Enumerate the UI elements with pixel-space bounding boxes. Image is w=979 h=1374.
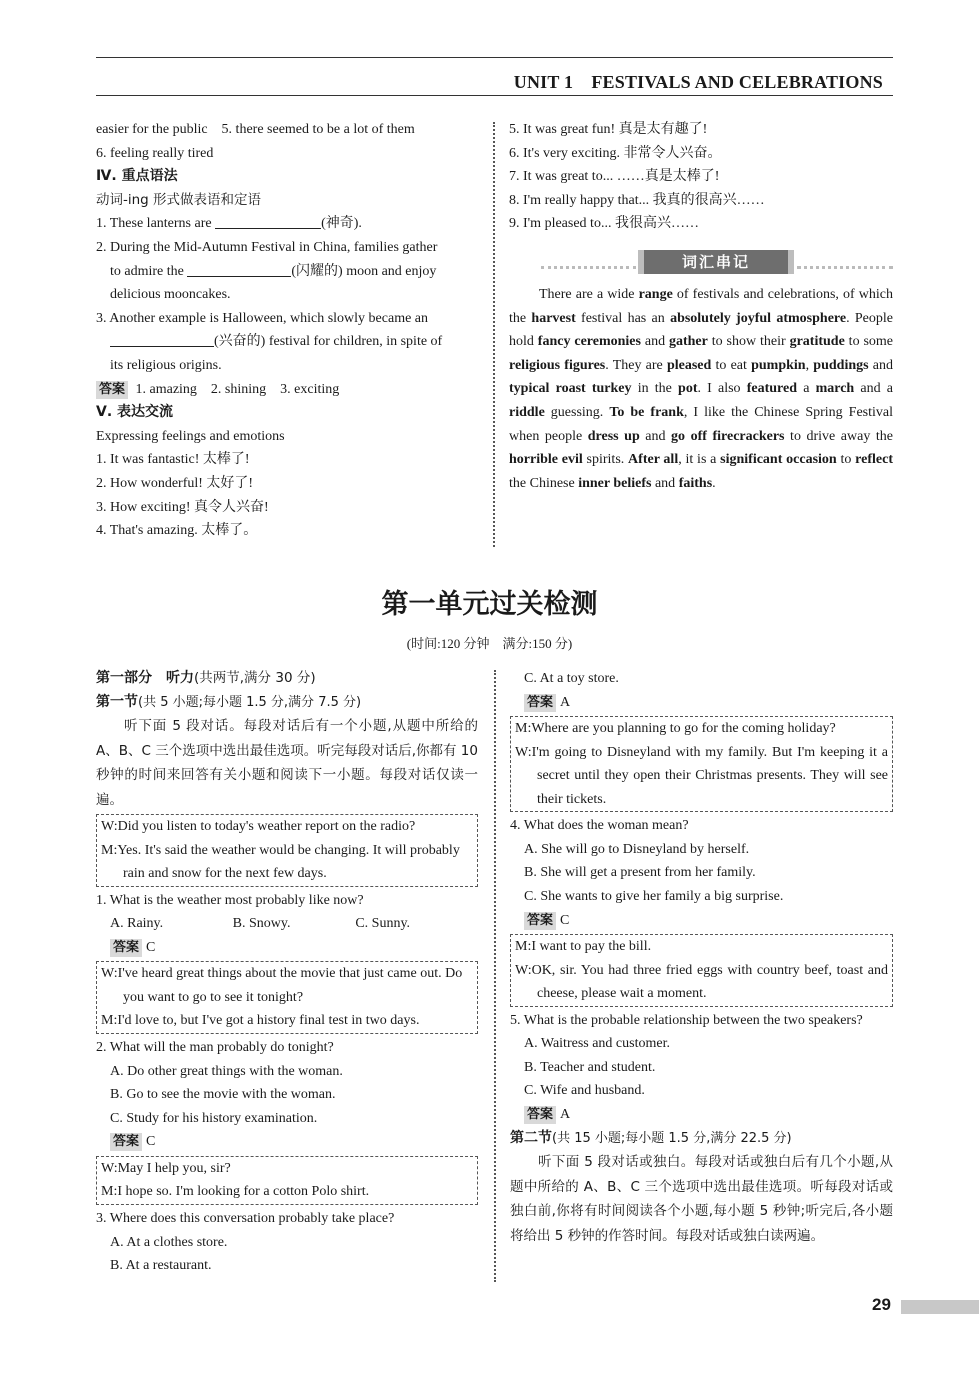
grammar-question-2-line1: 2. During the Mid-Autumn Festival in China, families gather <box>96 239 438 255</box>
q2-text-b: to admire the <box>110 263 184 279</box>
dialogue-1 <box>96 814 478 887</box>
answer-value: C <box>560 912 570 928</box>
grammar-question-3-line2 <box>96 330 480 354</box>
answer-label: 答案 <box>96 381 128 399</box>
answer-continuation-line: 6. feeling really tired <box>96 145 214 161</box>
option-c[interactable]: C. At a toy store. <box>524 671 619 686</box>
section-2-instructions: 听下面 5 段对话或独白。每段对话或独白后有几个小题,从题中所给的 A、B、C 三个选项中选出最佳选项。听每段对话或独白前,你将有时间阅读各个小题,每小题 5 秒钟;听完后,各小题将给出 5 秒钟的作答时间。每段对话或独白读两遍。 <box>510 1154 893 1244</box>
dialogue-line: M:I hope so. I'm looking for a cotton Polo shirt. <box>101 1184 370 1200</box>
grammar-question-2-line2 <box>96 260 480 284</box>
vocab-keyword: puddings <box>813 357 869 373</box>
section-1-note: (共 5 小题;每小题 1.5 分,满分 7.5 分) <box>138 694 362 710</box>
expression-item: 8. I'm really happy that... 我真的很高兴…… <box>509 192 765 208</box>
expression-item: 6. It's very exciting. 非常令人兴奋。 <box>509 145 722 161</box>
vocab-text: , it is a <box>678 452 721 468</box>
vocab-keyword: typical roast turkey <box>509 381 632 397</box>
q3-text-b: (兴奋的) festival for children, in spite of <box>214 334 443 350</box>
vocab-keyword: reflect <box>855 452 893 468</box>
answer-2 <box>96 1130 478 1154</box>
test-subtitle: (时间:120 分钟 满分:150 分) <box>406 636 573 651</box>
section-4-title: Ⅳ. 重点语法 <box>96 168 178 185</box>
answer-value: A <box>560 694 571 710</box>
top-left-column <box>96 118 480 543</box>
vocab-text: and <box>639 428 672 444</box>
vocab-keyword: fancy ceremonies <box>537 334 641 350</box>
page-number-bar <box>901 1300 979 1314</box>
vocab-text: a <box>797 381 816 397</box>
vocab-keyword: faiths <box>678 475 713 491</box>
dialogue-2 <box>96 961 478 1034</box>
vocab-keyword: inner beliefs <box>578 475 652 491</box>
dialogue-3 <box>96 1156 478 1205</box>
option-b[interactable]: B. Snowy. <box>232 916 291 932</box>
vocab-keyword: pleased <box>666 357 712 373</box>
grammar-question-3-line1: 3. Another example is Halloween, which slowly became an <box>96 310 429 326</box>
q2-blank[interactable] <box>187 263 291 277</box>
answer-4 <box>510 909 893 933</box>
vocab-text: . <box>712 475 716 491</box>
vocab-text: , <box>805 357 814 373</box>
unit-title: UNIT 1 FESTIVALS AND CELEBRATIONS <box>513 72 883 92</box>
vocab-keyword: range <box>638 287 673 302</box>
vocab-text: There are a wide <box>539 287 639 302</box>
answer-value: C <box>146 1134 156 1150</box>
expression-item: 1. It was fantastic! 太棒了! <box>96 452 250 468</box>
grammar-answer <box>96 378 480 402</box>
answer-label: 答案 <box>524 694 556 712</box>
vocab-text: to eat <box>711 357 752 373</box>
vocab-keyword: riddle <box>509 404 545 420</box>
option-a[interactable]: A. Rainy. <box>110 916 164 932</box>
page-number: 29 <box>872 1295 891 1314</box>
vocab-keyword: featured <box>746 381 798 397</box>
answer-3 <box>510 691 893 715</box>
section-1-instructions: 听下面 5 段对话。每段对话后有一个小题,从题中所给的 A、B、C 三个选项中选出最佳选项。听完每段对话后,你都有 10 秒钟的时间来回答有关小题和阅读下一小题。每段对话仅读一遍。 <box>96 718 478 808</box>
vocab-text: spirits. <box>582 452 629 468</box>
vocab-text: in the <box>631 381 679 397</box>
q1-blank[interactable] <box>215 215 321 229</box>
expression-item: 4. That's amazing. 太棒了。 <box>96 523 258 539</box>
section-1-heading <box>96 691 478 715</box>
dialogue-line: M:I'd love to, but I've got a history final test in two days. <box>101 1013 420 1029</box>
vocab-keyword: religious figures <box>509 357 606 373</box>
answer-value: A <box>560 1107 571 1123</box>
vocab-text: , I like the Chinese Spring Festival when people <box>509 404 894 444</box>
vocab-keyword: dress up <box>587 428 640 444</box>
dialogue-line: W:OK, sir. You had three fried eggs with country beef, toast and cheese, please wait a moment. <box>515 962 888 1002</box>
part-1-note: (共两节,满分 30 分) <box>194 670 316 686</box>
option-c[interactable]: C. Wife and husband. <box>524 1083 645 1099</box>
expression-item: 5. It was great fun! 真是太有趣了! <box>509 122 708 137</box>
question-5: 5. What is the probable relationship between the two speakers? <box>510 1012 863 1028</box>
dialogue-line: M:Yes. It's said the weather would be changing. It will probably rain and snow for the next few days. <box>101 842 460 882</box>
dialogue-line: W:I'm going to Disneyland with my family. But I'm keeping it a secret until they open their Christmas presents. They will see their tickets. <box>515 744 888 807</box>
bottom-left-column <box>96 667 478 1278</box>
section-5-subtitle: Expressing feelings and emotions <box>96 428 285 444</box>
vocab-keyword: pumpkin <box>751 357 806 373</box>
header-under-rule <box>96 95 893 96</box>
vocab-keyword: To be frank <box>609 404 684 420</box>
answer-continuation-line: easier for the public 5. there seemed to be a lot of them <box>96 122 415 137</box>
vocab-banner <box>541 250 893 274</box>
vocab-text: . I also <box>697 381 747 397</box>
header-top-rule <box>96 57 893 58</box>
option-b[interactable]: B. She will get a present from her family. <box>524 865 756 881</box>
vocab-text: to show their <box>707 334 790 350</box>
dialogue-line: W:Did you listen to today's weather report on the radio? <box>101 819 416 835</box>
vocab-keyword: pot <box>678 381 698 397</box>
vocab-keyword: horrible evil <box>509 452 583 468</box>
option-c[interactable]: C. Study for his history examination. <box>110 1110 318 1126</box>
q1-text-a: 1. These lanterns are <box>96 216 212 232</box>
answer-value: C <box>146 939 156 955</box>
part-1-title: 第一部分 听力 <box>96 670 194 686</box>
expression-item: 2. How wonderful! 太好了! <box>96 475 254 491</box>
option-b[interactable]: B. At a restaurant. <box>110 1258 212 1274</box>
answer-5 <box>510 1103 893 1127</box>
option-c[interactable]: C. Sunny. <box>355 916 411 932</box>
option-a[interactable]: A. Waitress and customer. <box>524 1036 670 1052</box>
option-c[interactable]: C. She wants to give her family a big surprise. <box>524 888 784 904</box>
answer-1 <box>96 936 478 960</box>
question-2: 2. What will the man probably do tonight? <box>96 1039 334 1055</box>
answer-label: 答案 <box>110 939 142 957</box>
top-right-column <box>509 118 893 236</box>
option-a[interactable]: A. Do other great things with the woman. <box>110 1063 343 1079</box>
answer-label: 答案 <box>110 1133 142 1151</box>
section-1-title: 第一节 <box>96 693 138 710</box>
section-2-heading <box>510 1127 893 1151</box>
dialogue-line: M:I want to pay the bill. <box>515 939 652 955</box>
vocab-keyword: gather <box>668 334 708 350</box>
answer-label: 答案 <box>524 912 556 930</box>
dialogue-line: M:Where are you planning to go for the coming holiday? <box>515 721 836 737</box>
vocab-text: to some <box>844 334 894 350</box>
option-a[interactable]: A. At a clothes store. <box>110 1234 228 1250</box>
banner-label: 词汇串记 <box>638 250 794 274</box>
expression-item: 7. It was great to... ……真是太棒了! <box>509 169 720 185</box>
column-divider-bottom <box>494 670 496 1282</box>
dialogue-line: W:May I help you, sir? <box>101 1160 231 1176</box>
grammar-question-1 <box>96 212 480 236</box>
vocab-text: and a <box>854 381 893 397</box>
dialogue-5 <box>510 934 893 1007</box>
vocab-text: guessing. <box>544 404 610 420</box>
expression-item: 3. How exciting! 真令人兴奋! <box>96 499 269 515</box>
vocab-text: to drive away the <box>784 428 893 444</box>
q2-text-c: (闪耀的) moon and enjoy <box>291 263 437 279</box>
vocab-keyword: harvest <box>531 310 576 326</box>
vocab-text: . People hold <box>509 310 894 350</box>
vocab-text: . They are <box>605 357 667 373</box>
vocab-keyword: march <box>815 381 855 397</box>
section-2-title: 第二节 <box>510 1129 552 1146</box>
option-a[interactable]: A. She will go to Disneyland by herself. <box>524 841 750 857</box>
banner-dots-left <box>541 266 636 269</box>
bottom-right-column <box>510 667 893 1248</box>
section-4-subtitle: 动词-ing 形式做表语和定语 <box>96 191 262 208</box>
vocab-keyword: absolutely joyful atmosphere <box>670 310 847 326</box>
question-1: 1. What is the weather most probably like now? <box>96 892 364 908</box>
answer-text: 1. amazing 2. shining 3. exciting <box>135 381 340 397</box>
vocab-text: the Chinese <box>509 475 579 491</box>
column-divider-top <box>493 122 495 547</box>
grammar-question-3-line3: its religious origins. <box>110 357 222 373</box>
q1-text-b: (神奇). <box>321 216 362 232</box>
part-1-heading <box>96 667 478 691</box>
section-2-note: (共 15 小题;每小题 1.5 分,满分 22.5 分) <box>552 1130 792 1146</box>
vocab-text: of festivals and celebrations, of which the <box>509 287 893 326</box>
vocab-text: festival has an <box>575 310 671 326</box>
dialogue-4 <box>510 716 893 812</box>
answer-label: 答案 <box>524 1106 556 1124</box>
vocab-text: and <box>640 334 669 350</box>
vocab-text: and <box>651 475 679 491</box>
question-3: 3. Where does this conversation probably take place? <box>96 1210 395 1226</box>
vocab-keyword: gratitude <box>789 334 845 350</box>
vocab-text: and <box>868 357 893 373</box>
question-4: 4. What does the woman mean? <box>510 818 689 834</box>
expression-item: 9. I'm pleased to... 我很高兴…… <box>509 216 699 232</box>
vocab-keyword: significant occasion <box>720 452 837 468</box>
q3-blank[interactable] <box>110 333 214 347</box>
banner-dots-right <box>797 266 893 269</box>
vocab-text: to <box>836 452 856 468</box>
vocab-paragraph <box>509 283 893 495</box>
question-1-options <box>96 912 478 936</box>
vocab-keyword: After all <box>628 452 679 468</box>
test-title: 第一单元过关检测 <box>381 589 598 620</box>
option-b[interactable]: B. Go to see the movie with the woman. <box>110 1087 336 1103</box>
dialogue-line: W:I've heard great things about the movie that just came out. Do you want to go to see it tonight? <box>101 966 463 1005</box>
option-b[interactable]: B. Teacher and student. <box>524 1059 656 1075</box>
grammar-question-2-line3: delicious mooncakes. <box>110 287 231 303</box>
section-5-title: Ⅴ. 表达交流 <box>96 404 174 421</box>
vocab-keyword: go off firecrackers <box>671 428 785 444</box>
